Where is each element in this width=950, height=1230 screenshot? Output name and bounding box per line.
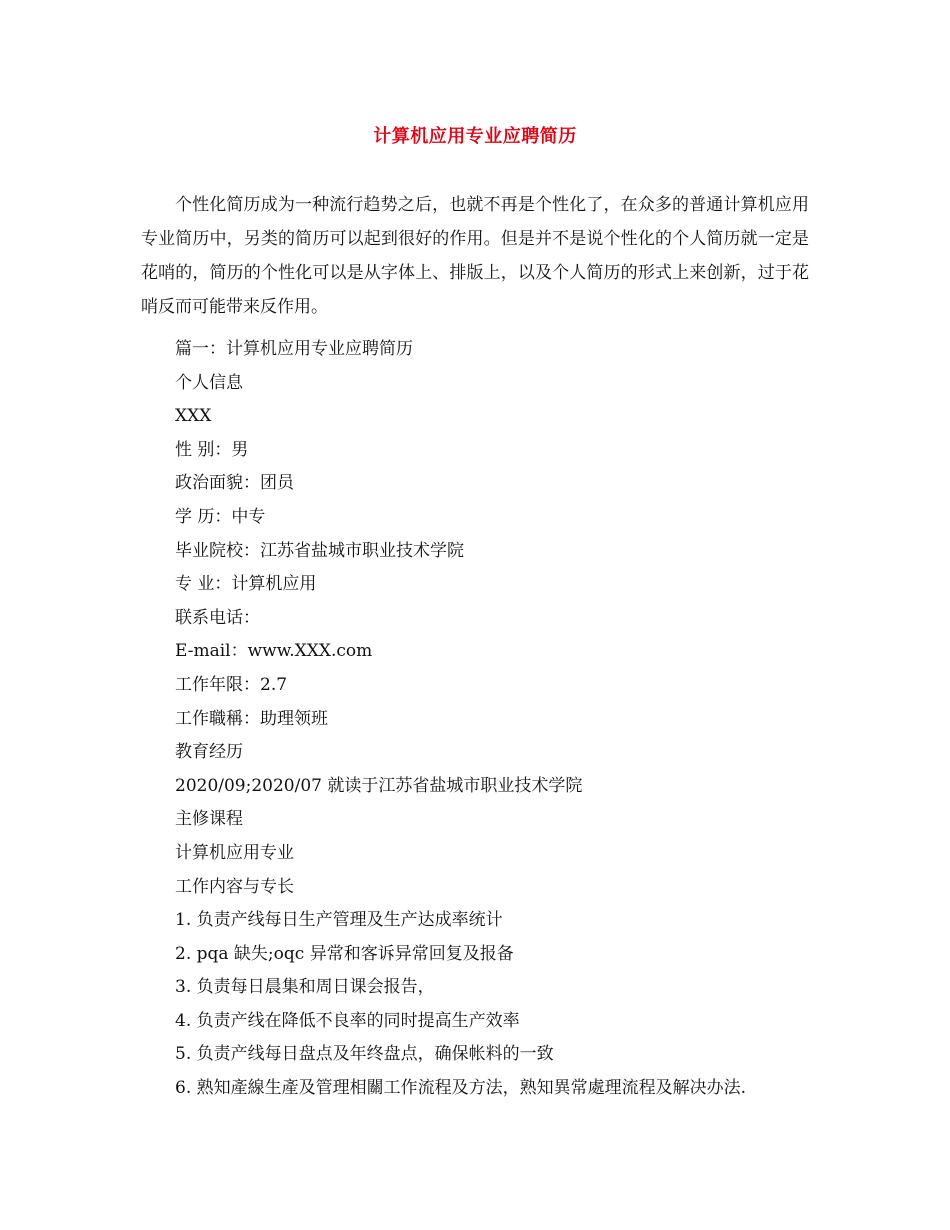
political-status-line: 政治面貌：团员	[175, 473, 294, 494]
work-years-line: 工作年限：2.7	[175, 674, 288, 695]
work-item-2: 2. pqa 缺失;oqc 异常和客诉异常回复及报备	[175, 943, 514, 964]
courses-line: 计算机应用专业	[175, 842, 294, 863]
work-item-4: 4. 负责产线在降低不良率的同时提高生产效率	[175, 1010, 520, 1031]
section-heading-courses: 主修课程	[175, 809, 243, 830]
name-line: XXX	[175, 406, 212, 427]
email-line: E-mail：www.XXX.com	[175, 641, 373, 662]
resume-lines	[175, 333, 746, 1106]
school-line: 毕业院校：江苏省盐城市职业技术学院	[175, 540, 464, 561]
phone-line: 联系电话：	[175, 607, 260, 628]
education-level-line: 学 历：中专	[175, 506, 266, 527]
work-item-6: 6. 熟知產線生產及管理相關工作流程及方法，熟知異常處理流程及解决办法.	[175, 1078, 747, 1099]
document-title: 计算机应用专业应聘简历	[373, 126, 577, 147]
section-heading-personal-info: 个人信息	[175, 372, 243, 393]
section-heading-education: 教育经历	[175, 742, 243, 763]
section-heading-part1: 篇一：计算机应用专业应聘简历	[175, 339, 413, 359]
major-line: 专 业：计算机应用	[175, 574, 317, 595]
work-item-5: 5. 负责产线每日盘点及年终盘点，确保帐料的一致	[175, 1044, 554, 1065]
gender-line: 性 别：男	[175, 439, 249, 460]
intro-paragraph: 个性化简历成为一种流行趋势之后，也就不再是个性化了，在众多的普通计算机应用专业简历中，另类的简历可以起到很好的作用。但是并不是说个性化的个人简历就一定是花哨的，简历的个性化可以是从字体上、排版上，以及个人简历的形式上来创新，过于花哨反而可能带来反作用。	[141, 195, 809, 317]
job-title-line: 工作職稱：助理领班	[175, 708, 328, 729]
section-heading-work: 工作内容与专长	[175, 876, 294, 897]
work-item-3: 3. 负责每日晨集和周日课会报告，	[175, 977, 435, 998]
work-item-1: 1. 负责产线每日生产管理及生产达成率统计	[175, 910, 503, 931]
education-entry: 2020/09;2020/07 就读于江苏省盐城市职业技术学院	[175, 775, 583, 796]
